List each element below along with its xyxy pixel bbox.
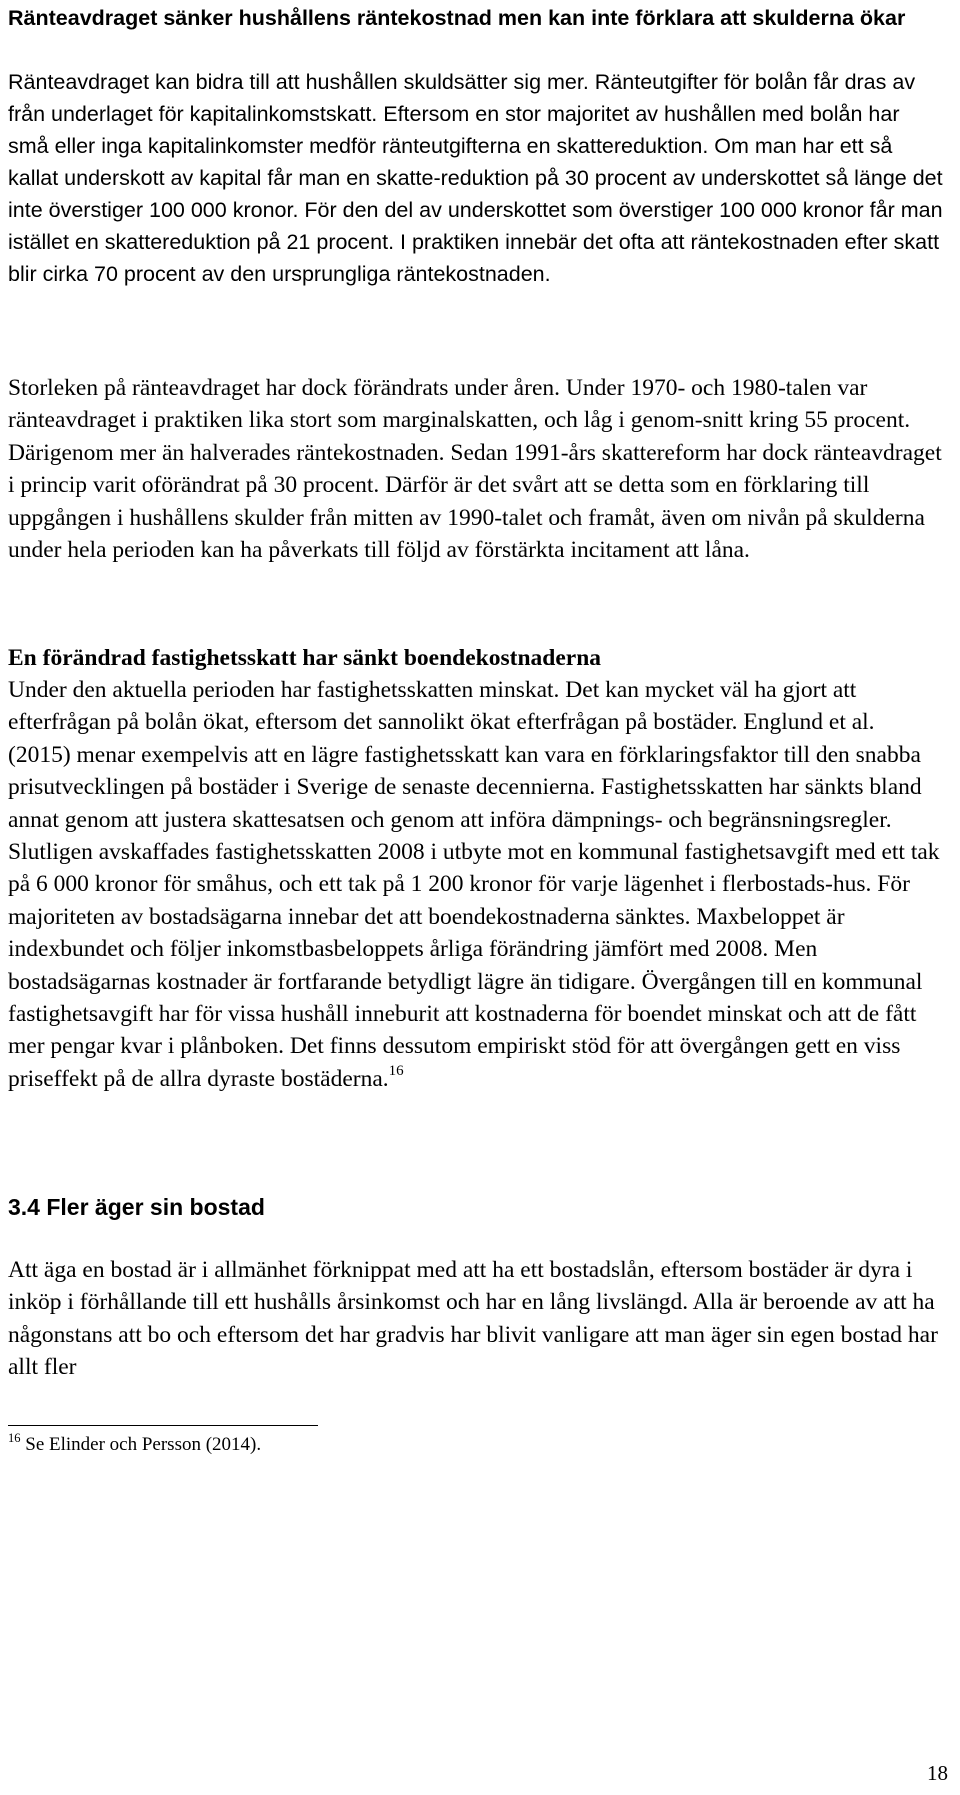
paragraph-interest-deduction: Ränteavdraget kan bidra till att hushållen skuldsätter sig mer. Ränteutgifter för bolån får dras av från underlaget för kapitalinkomstskatt. Eftersom en stor majoritet av hushållen med bolån har små eller inga kapitalinkomster medför ränteutgifterna en skattereduktion. Om man har ett så kallat underskott av kapital får man en skatte-reduktion på 30 procent av underskottet så länge det inte överstiger 100 000 kronor. För den del av underskottet som överstiger 100 000 kronor får man istället en skattereduktion på 21 procent. I praktiken innebär det ofta att räntekostnaden efter skatt blir cirka 70 procent av den ursprungliga räntekostnaden. (8, 70, 943, 286)
section-heading-3-4: 3.4 Fler äger sin bostad (8, 1194, 265, 1220)
subsection-heading-interest-deduction: Ränteavdraget sänker hushållens räntekostnad men kan inte förklara att skulderna ökar (8, 6, 906, 30)
footnote-separator (8, 1425, 318, 1426)
paragraph-deduction-history: Storleken på ränteavdraget har dock förändrats under åren. Under 1970- och 1980-talen var ränteavdraget i praktiken lika stort som marginalskatten, och låg i genom-snitt kring 55 procent. Därigenom mer än halverades räntekostnaden. Sedan 1991-års skattereform har dock ränteavdraget i princip varit oförändrat på 30 procent. Därför är det svårt att se detta som en förklaring till uppgången i hushållens skulder från mitten av 1990-talet och framåt, även om nivån på skulderna under hela perioden kan ha påverkats till följd av förstärkta incitament att låna. (8, 375, 942, 564)
footnote-reference: 16 (388, 1063, 404, 1080)
page-number: 18 (927, 1761, 948, 1785)
paragraph-home-ownership: Att äga en bostad är i allmänhet förknippat med att ha ett bostadslån, eftersom bostäder är dyra i inköp i förhållande till ett hushålls årsinkomst och har en lång livslängd. Alla är beroende av att ha någonstans att bo och eftersom det har gradvis har blivit vanligare att man äger sin egen bostad har allt fler (8, 1257, 938, 1381)
paragraph-property-tax (8, 674, 943, 1095)
footnote (8, 1432, 261, 1458)
subsection-heading-property-tax: En förändrad fastighetsskatt har sänkt boendekostnaderna (8, 645, 602, 671)
footnote-number: 16 (8, 1430, 21, 1445)
footnote-text: Se Elinder och Persson (2014). (20, 1434, 262, 1455)
paragraph-property-tax-text: Under den aktuella perioden har fastighetsskatten minskat. Det kan mycket väl ha gjort att efterfrågan på bolån ökat, eftersom det sannolikt ökat efterfrågan på bostäder. Englund et al. (2015) menar exempelvis att en lägre fastighetsskatt kan vara en förklaringsfaktor till den snabba prisutvecklingen på bostäder i Sverige de senaste decennierna. Fastighetsskatten har sänkts bland annat genom att justera skattesatsen och genom att införa dämpnings- och begränsningsregler. Slutligen avskaffades fastighetsskatten 2008 i utbyte mot en kommunal fastighetsavgift med ett tak på 6 000 kronor för småhus, och ett tak på 1 200 kronor för varje lägenhet i flerbostads-hus. För majoriteten av bostadsägarna innebar det att boendekostnaderna sänktes. Maxbeloppet är indexbundet och följer inkomstbasbeloppets årliga förändring jämfört med 2008. Men bostadsägarnas kostnader är fortfarande betydligt lägre än tidigare. Övergången till en kommunal fastighetsavgift har för vissa hushåll inneburit att kostnaderna för boendet minskat och att de fått mer pengar kvar i plånboken. Det finns dessutom empiriskt stöd för att övergången gett en viss priseffekt på de allra dyraste bostäderna. (8, 677, 940, 1092)
